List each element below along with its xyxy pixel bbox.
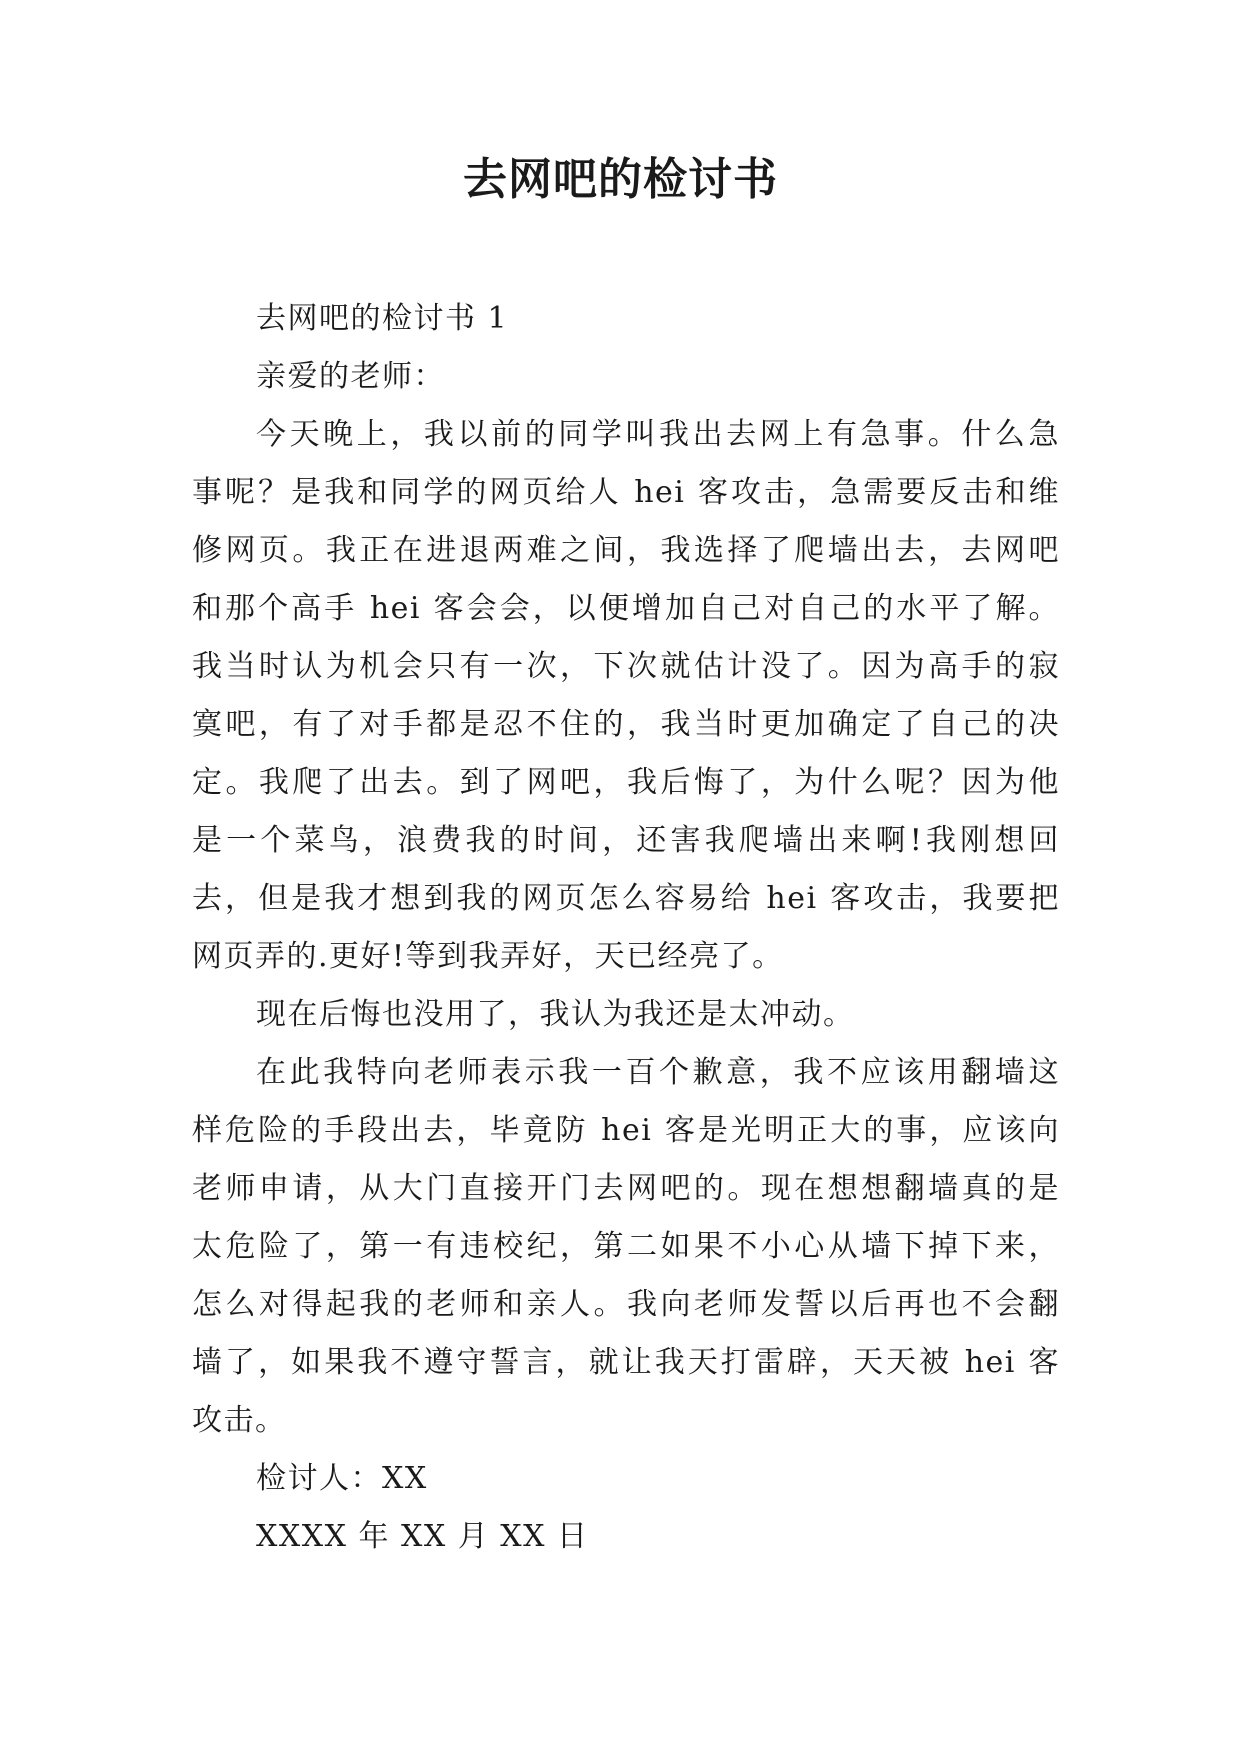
- salutation: 亲爱的老师：: [256, 359, 445, 394]
- paragraph-line: 定。我爬了出去。到了网吧，我后悔了，为什么呢？因为他: [192, 765, 1060, 800]
- document-body: [192, 290, 1060, 1566]
- paragraph-2: 现在后悔也没用了，我认为我还是太冲动。: [256, 997, 855, 1032]
- document-subtitle: 去网吧的检讨书 1: [256, 301, 509, 336]
- date: XXXX 年 XX 月 XX 日: [256, 1519, 589, 1554]
- paragraph-line: 寞吧，有了对手都是忍不住的，我当时更加确定了自己的决: [192, 707, 1060, 742]
- paragraph-line: 太危险了，第一有违校纪，第二如果不小心从墙下掉下来，: [192, 1229, 1060, 1264]
- paragraph-line: 事呢？是我和同学的网页给人 hei 客攻击，急需要反击和维: [192, 475, 1060, 510]
- paragraph-line: 修网页。我正在进退两难之间，我选择了爬墙出去，去网吧: [192, 533, 1060, 568]
- paragraph-line: 是一个菜鸟，浪费我的时间，还害我爬墙出来啊!我刚想回: [192, 823, 1060, 858]
- paragraph-line: 今天晚上，我以前的同学叫我出去网上有急事。什么急: [256, 417, 1060, 452]
- paragraph-1: [192, 406, 1060, 986]
- paragraph-line: 去，但是我才想到我的网页怎么容易给 hei 客攻击，我要把: [192, 881, 1060, 916]
- paragraph-line: 怎么对得起我的老师和亲人。我向老师发誓以后再也不会翻: [192, 1287, 1060, 1322]
- paragraph-line: 在此我特向老师表示我一百个歉意，我不应该用翻墙这: [256, 1055, 1060, 1090]
- paragraph-line: 攻击。: [192, 1403, 287, 1438]
- paragraph-line: 网页弄的.更好!等到我弄好，天已经亮了。: [192, 939, 784, 974]
- paragraph-3: [192, 1044, 1060, 1450]
- signature: 检讨人：XX: [256, 1461, 428, 1496]
- document-title: 去网吧的检讨书: [463, 154, 778, 205]
- paragraph-line: 墙了，如果我不遵守誓言，就让我天打雷辟，天天被 hei 客: [192, 1345, 1060, 1380]
- paragraph-line: 样危险的手段出去，毕竟防 hei 客是光明正大的事，应该向: [192, 1113, 1060, 1148]
- paragraph-line: 老师申请，从大门直接开门去网吧的。现在想想翻墙真的是: [192, 1171, 1060, 1206]
- paragraph-line: 我当时认为机会只有一次，下次就估计没了。因为高手的寂: [192, 649, 1060, 684]
- paragraph-line: 和那个高手 hei 客会会，以便增加自己对自己的水平了解。: [192, 591, 1060, 626]
